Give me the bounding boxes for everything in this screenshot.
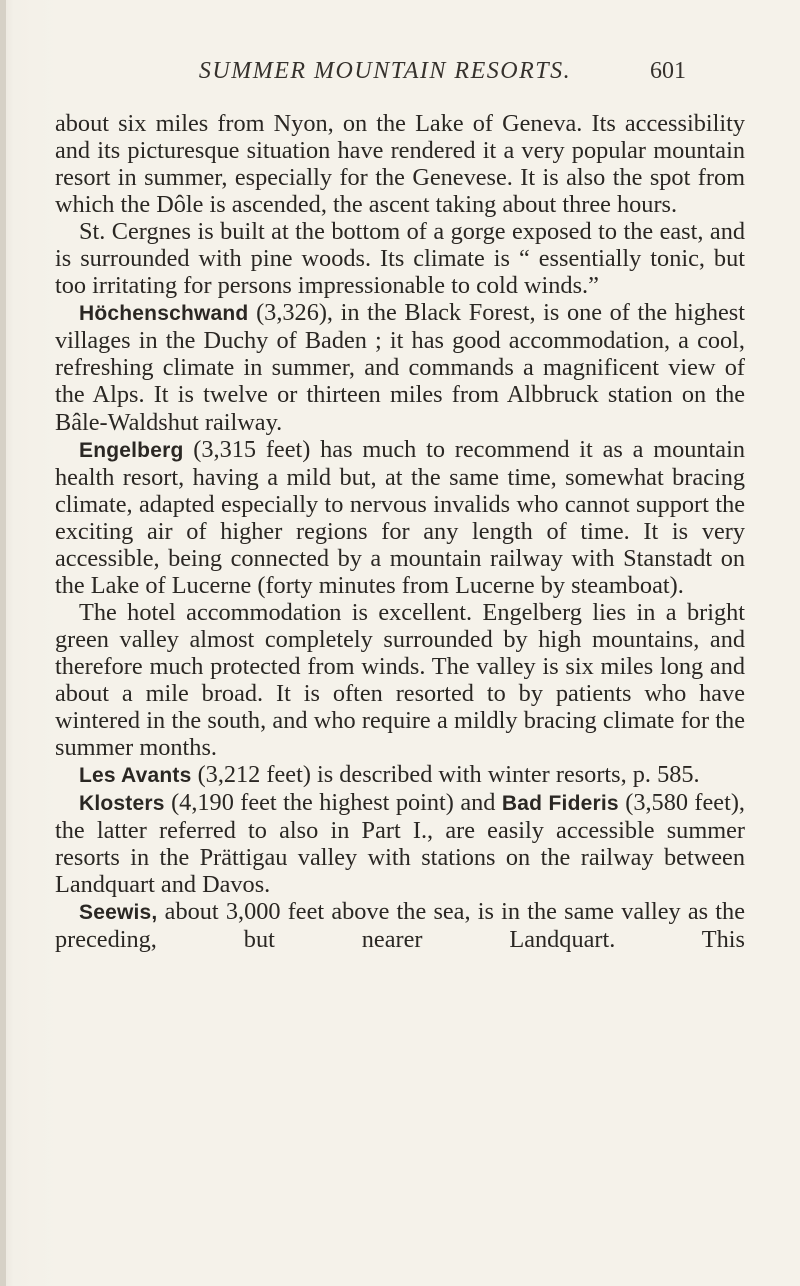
page-number: 601	[650, 58, 686, 84]
entry-name: Höchenschwand	[79, 302, 249, 326]
entry-name: Klosters	[79, 792, 165, 816]
paragraph-text: about 3,000 feet above the sea, is in the same valley as the preceding, but nearer Landquart. This	[55, 898, 745, 954]
paragraph-seewis	[55, 898, 745, 953]
running-title: SUMMER MOUNTAIN RESORTS.	[198, 58, 572, 84]
paragraph-text: (3,315 feet) has much to recommend it as a mountain health resort, having a mild but, at the same time, somewhat bracing climate, adapted especially to nervous invalids who cannot support the exciting air of higher regions for any length of time. It is very accessible, being connected by a mountain railway with Stanstadt on the Lake of Lucerne (forty minutes from Lucerne by steamboat).	[55, 435, 745, 599]
running-head	[0, 58, 800, 94]
entry-name: Seewis,	[79, 901, 158, 925]
paragraph-st-cergnes	[55, 218, 745, 299]
entry-name: Bad Fideris	[501, 792, 619, 816]
paragraph-text: (3,580 feet), the latter referred to also in Part I., are easily accessible summer resorts in the Prättigau valley with stations on the railway between Landquart and Davos.	[55, 789, 746, 899]
entry-name: Les Avants	[79, 764, 192, 788]
page-binding-edge	[0, 0, 6, 1286]
paragraph-engelberg-hotel	[55, 599, 745, 761]
paragraph-hochenschwand	[55, 299, 745, 435]
paragraph-text: (3,212 feet) is described with winter resorts, p. 585.	[191, 761, 700, 789]
paragraph-text: (3,326), in the Black Forest, is one of the highest villages in the Duchy of Baden ; it has good accommodation, a cool, refreshing climate in summer, and commands a magnificent view of the Alps. It is twelve or thirteen miles from Albbruck station on the Bâle-Waldshut railway.	[55, 299, 745, 436]
paragraph-les-avants	[55, 761, 745, 789]
paragraph-text: St. Cergnes is built at the bottom of a gorge exposed to the east, and is surrounded with pine woods. Its climate is “ essentially tonic, but too irritating for persons impressionable to cold winds.”	[55, 218, 745, 300]
paragraph-klosters	[55, 789, 745, 898]
paragraph-text: (4,190 feet the highest point) and	[164, 789, 502, 817]
entry-name: Engelberg	[79, 438, 184, 462]
paragraph-text: The hotel accommodation is excellent. Engelberg lies in a bright green valley almost completely surrounded by high mountains, and therefore much protected from winds. The valley is six miles long and about a mile broad. It is often resorted to by patients who have wintered in the south, and who require a mildly bracing climate for the summer months.	[55, 598, 745, 762]
paragraph-text: about six miles from Nyon, on the Lake of Geneva. Its accessibility and its picturesque situation have rendered it a very popular mountain resort in summer, especially for the Genevese. It is also the spot from which the Dôle is ascended, the ascent taking about three hours.	[55, 110, 745, 219]
paragraph-engelberg	[55, 436, 745, 599]
paragraph-nyon	[55, 110, 745, 218]
body-text	[55, 110, 745, 953]
